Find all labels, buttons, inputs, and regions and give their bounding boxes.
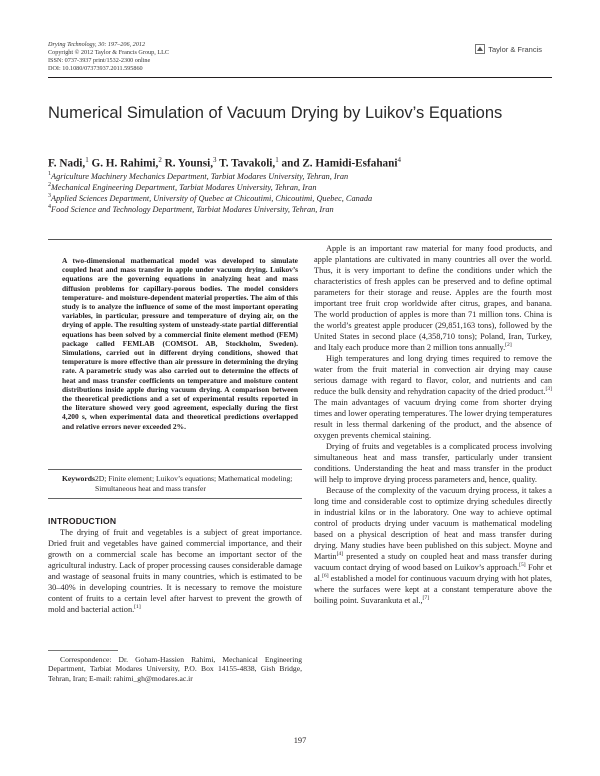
section-heading-introduction: INTRODUCTION xyxy=(48,516,117,526)
affiliation-number: 1 xyxy=(48,171,51,177)
keywords-rule-bottom xyxy=(48,498,302,499)
paragraph xyxy=(314,243,552,353)
publisher-logo xyxy=(475,44,542,54)
affiliation-marker: 3 xyxy=(213,156,217,164)
correspondence-note xyxy=(48,655,302,683)
journal-citation: Drying Technology, 30: 197–206, 2012 xyxy=(48,41,146,48)
paragraph-text: Apple is an important raw material for many food products, and apple plantations are cultivated in many countries all over the world. Thus, it is very important to define the conditions under which the characteristics of fresh apples can be preserved and to define optimal parameters for their storage and reuse. Apples are the fourth most important tree fruit crop worldwide after citrus, grapes, and banana. The world production of apples is more than 71 million tons. China is the world’s greatest apple producer (29,851,163 tons), followed by the United States in second place (4,358,710 tons); Poland, Iran, Turkey, and Italy each produce more than 2 million tons annually. xyxy=(314,244,552,352)
citation: [7] xyxy=(422,595,430,602)
affiliation-text: Mechanical Engineering Department, Tarbiat Modares University, Tehran, Iran xyxy=(51,182,317,192)
author: R. Younsi, xyxy=(164,157,214,170)
paragraph-text: The drying of fruit and vegetables is a subject of great importance. Dried fruit and vegetables have gained commercial importance, and their growth on a commercial scale has become an important sector of the agricultural industry. Lack of proper processing causes considerable damage and wastage of seasonal fruits in many countries, which is estimated to be 30–40% in developing countries. It is necessary to remove the moisture content of fruits to a certain level after harvest to prevent the growth of mold and bacterial action. xyxy=(48,528,302,614)
author: G. H. Rahimi, xyxy=(91,157,159,170)
affiliation-marker: 4 xyxy=(397,156,401,164)
footnote-rule xyxy=(48,650,118,651)
citation: [2] xyxy=(505,342,512,349)
affiliation-marker: 1 xyxy=(85,156,89,164)
affiliation xyxy=(48,202,552,215)
paragraph-text: Because of the complexity of the vacuum drying process, it takes a long time and considerable cost to optimize drying schedules directly in industrial kilns or in the laboratory. One way to achieve optimal control of products drying under vacuum is mathematical modeling based on a physical description of heat and mass transfer during drying. Many studies have been published on this subject. Moyne and Martin xyxy=(314,486,552,561)
introduction-body xyxy=(48,528,302,616)
paragraph xyxy=(314,441,552,485)
author: T. Tavakoli, xyxy=(219,157,276,170)
paragraph xyxy=(314,485,552,606)
citation: [1] xyxy=(134,603,141,610)
keywords-label: Keywords xyxy=(62,474,95,483)
correspondence-text: Correspondence: Dr. Goham-Hassien Rahimi, Mechanical Engineering Department, Tarbiat Modares University, P.O. Box 14155-4838, Gish Bridge, Tehran, Iran; E-mail: rahimi_gh@modares.ac.ir xyxy=(48,655,302,683)
affiliation-text: Applied Sciences Department, University of Quebec at Chicoutimi, Chicoutimi, Quebec, Canada xyxy=(51,193,373,203)
affiliation-number: 2 xyxy=(48,182,51,188)
paragraph-text: presented a study on coupled heat and mass transfer during vacuum contact drying of wood based on Luikov’s approach. xyxy=(314,552,552,572)
citation: [5] xyxy=(519,562,526,569)
citation: [6] xyxy=(322,573,329,580)
page-number: 197 xyxy=(293,736,307,745)
paragraph-text: established a model for continuous vacuum drying with hot plates, where the surfaces were kept at a constant temperature above the boiling point. Suvarankuta et al., xyxy=(314,574,552,605)
paragraph xyxy=(314,353,552,441)
affiliation-marker: 1 xyxy=(275,156,279,164)
issn-line: ISSN: 0737-3937 print/1532-2300 online xyxy=(48,57,151,64)
affiliation-number: 4 xyxy=(48,204,51,210)
citation: [4] xyxy=(336,551,344,558)
paragraph-text: Drying of fruits and vegetables is a complicated process involving simultaneous heat and mass transfer, particularly under transient conditions. Understanding the heat and mass transfer in the product will help to improve drying process parameters and, hence, quality. xyxy=(314,442,552,484)
paragraph-text: Fohr et al. xyxy=(314,563,552,583)
right-column-body xyxy=(314,243,552,606)
section-rule xyxy=(48,239,552,240)
affiliation-text: Agriculture Machinery Mechanics Department, Tarbiat Modares University, Tehran, Iran xyxy=(51,171,349,181)
paragraph-text: The main advantages of vacuum drying come from shorter drying times and lower operating temperatures. The lower drying temperatures result in less thermal darkening of the product, and the absence of oxygen prevents chemical staining. xyxy=(314,398,552,440)
author: F. Nadi, xyxy=(48,157,86,170)
doi-line: DOI: 10.1080/07373937.2011.595860 xyxy=(48,65,143,72)
paragraph xyxy=(48,528,302,616)
publisher-name: Taylor & Francis xyxy=(488,44,542,54)
keywords-rule-top xyxy=(48,469,302,470)
copyright-line: Copyright © 2012 Taylor & Francis Group, LLC xyxy=(48,49,170,56)
affiliation-text: Food Science and Technology Department, Tarbiat Modares University, Tehran, Iran xyxy=(51,204,334,214)
article-title: Numerical Simulation of Vacuum Drying by Luikov’s Equations xyxy=(48,104,503,122)
abstract: A two-dimensional mathematical model was developed to simulate coupled heat and mass transfer in apple under vacuum drying. Luikov’s equations are the governing equations in analyzing heat and mass diffusion problems for capillary-porous bodies. The model considers temperature- and moisture-dependent material properties. The aim of this study is to analyze the influence of some of the most important operating variables, in particular, pressure and temperature of drying air, on the drying of apple. The resulting system of unsteady-state partial differential equations has been solved by a commercial finite element method (FEM) package called FEMLAB (COMSOL AB, Stockholm, Sweden). Simulations, carried out in different drying conditions, showed that temperature is more effective than air pressure in determining the drying rate. A parametric study was also carried out to determine the effects of heat and mass transfer coefficients on temperature and moisture content distributions inside apple during vacuum drying. A comparison between the theoretical predictions and a set of experimental results reported in the literature showed very good agreement, especially during the first 4,200 s, when experimental data and theoretical predictions overlapped and relative errors never exceeded 2%. xyxy=(62,256,298,431)
author: and Z. Hamidi-Esfahani xyxy=(281,157,398,170)
affiliation-marker: 2 xyxy=(158,156,162,164)
affiliation-number: 3 xyxy=(48,193,51,199)
publisher-emblem-icon xyxy=(475,44,485,54)
paragraph-text: High temperatures and long drying times required to remove the water from the fruit material in convection air drying may cause serious damage with regard to flavor, color, and nutrients and can reduce the bulk density and rehydration capacity of the dried product. xyxy=(314,354,552,396)
keywords-text: 2D; Finite element; Luikov’s equations; Mathematical modeling; Simultaneous heat and mass transfer xyxy=(95,474,293,493)
citation: [3] xyxy=(545,386,552,393)
header-rule xyxy=(48,77,552,78)
